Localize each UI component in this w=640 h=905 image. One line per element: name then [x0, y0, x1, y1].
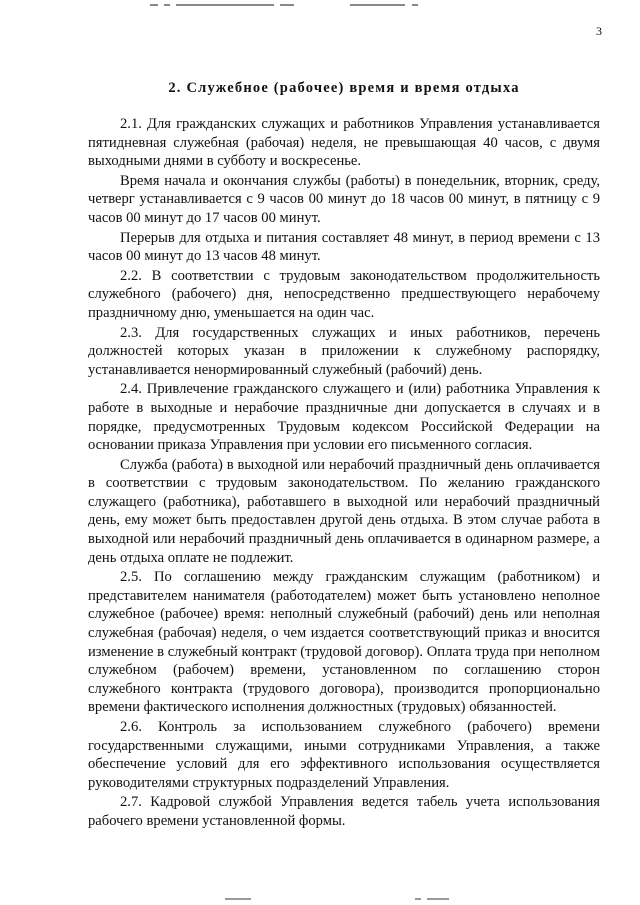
paragraph-break: Перерыв для отдыха и питания составляет 48 минут, в период времени с 13 часов 00 минут до 13 часов 48 минут. [88, 229, 600, 265]
paragraph-2-7: 2.7. Кадровой службой Управления ведется табель учета использования рабочего времени установленной формы. [88, 794, 600, 829]
paragraph-2-4: 2.4. Привлечение гражданского служащего и (или) работника Управления к работе в выходные и нерабочие праздничные дни допускается в случаях и в порядке, предусмотренных Трудовым кодексом Российской Федерации на основании приказа Управления при условии его письменного согласия. [88, 381, 600, 454]
paragraph-work-hours: Время начала и окончания службы (работы) в понедельник, вторник, среду, четверг устанавливается с 9 часов 00 минут до 18 часов 00 минут, в пятницу с 9 часов 00 минут до 17 часов 00 минут. [88, 172, 600, 226]
section-heading: 2. Служебное (рабочее) время и время отдыха [168, 80, 520, 96]
scan-artifact-bottom [225, 898, 465, 901]
paragraph-holiday-pay: Служба (работа) в выходной или нерабочий праздничный день оплачивается в соответствии с трудовым законодательством. По желанию гражданского служащего (работника), работавшего в выходной или нерабочий праздничный день, ему может быть предоставлен другой день отдыха. В этом случае работа в выходной или нерабочий праздничный день оплачивается в одинарном размере, а день отдыха оплате не подлежит. [88, 456, 600, 566]
paragraph-2-1: 2.1. Для гражданских служащих и работников Управления устанавливается пятидневная служебная (рабочая) неделя, не превышающая 40 часов, с двумя выходными днями в субботу и воскресенье. [88, 116, 600, 170]
paragraph-2-6: 2.6. Контроль за использованием служебного (рабочего) времени государственными служащими, иными сотрудниками Управления, а также обеспечение условий для его эффективного использования осуществляется руководителями структурных подразделений Управления. [88, 719, 600, 791]
paragraph-2-3: 2.3. Для государственных служащих и иных работников, перечень должностей которых указан в приложении к служебному распорядку, устанавливается ненормированный служебный (рабочий) день. [88, 324, 600, 378]
paragraph-2-5: 2.5. По соглашению между гражданским служащим (работником) и представителем нанимателя (работодателем) может быть установлено неполное служебное (рабочее) время: неполный служебный (рабочий) день или неполная служебная (рабочая) неделя, о чем издается соответствующий приказ и вносится изменение в служебный контракт (трудовой договор). Оплата труда при неполном служебном (рабочем) времени, установленном по соглашению сторон служебного контракта (трудового договора), производится пропорционально времени фактического исполнения должностных (трудовых) обязанностей. [88, 569, 600, 716]
document-body [88, 115, 600, 831]
scan-artifact-top [150, 4, 430, 7]
page-number: 3 [596, 24, 602, 38]
paragraph-2-2: 2.2. В соответствии с трудовым законодательством продолжительность служебного (рабочего) дня, непосредственно предшествующего нерабочему праздничному дню, уменьшается на один час. [88, 267, 600, 321]
